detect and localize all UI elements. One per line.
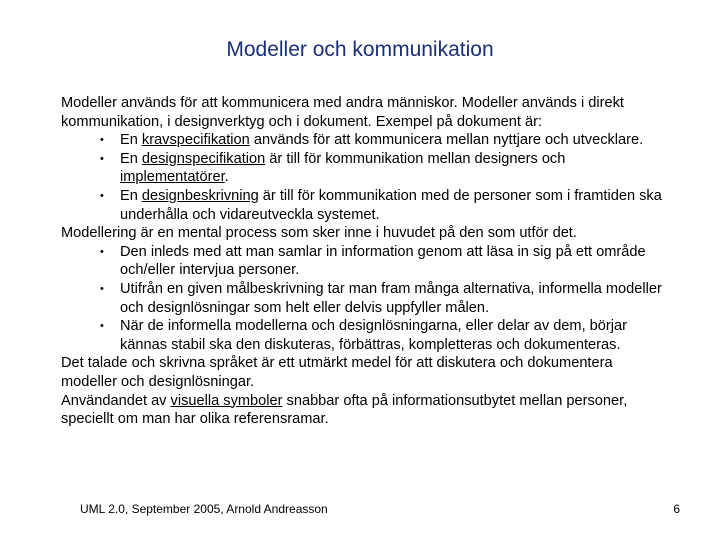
bullet-icon: •: [100, 245, 104, 258]
slide-title: Modeller och kommunikation: [226, 38, 494, 61]
slide-body: [61, 94, 671, 429]
modelling-paragraph: Modellering är en mental process som sker inne i huvudet på den som utför det.: [61, 225, 577, 242]
list-item-text: .: [224, 169, 229, 186]
list-item-text: är till för kommunikation mellan designers och: [265, 150, 566, 167]
slide-footer: UML 2.0, September 2005, Arnold Andreasson: [80, 502, 328, 516]
visuella-symboler-term: visuella symboler: [170, 392, 283, 409]
page-number: 6: [673, 502, 680, 516]
list-item-text: En: [120, 187, 142, 204]
list-item-text: När de informella modellerna och designlösningarna, eller delar av dem, börjar kännas stabil ska den diskuteras, förbättras, kompletteras och dokumenteras.: [120, 318, 627, 353]
list-item-text: En: [120, 150, 142, 167]
paragraph-text: Användandet av: [61, 392, 171, 409]
designspecifikation-term: designspecifikation: [141, 150, 266, 167]
designbeskrivning-term: designbeskrivning: [141, 187, 259, 204]
bullet-icon: •: [100, 282, 104, 295]
bullet-icon: •: [100, 320, 104, 333]
list-item: [61, 243, 671, 280]
list-item: [61, 187, 671, 224]
bullet-icon: •: [100, 134, 104, 147]
list-item-text: Utifrån en given målbeskrivning tar man fram många alternativa, informella modeller och designlösningar som helt eller delvis uppfyller målen.: [120, 280, 662, 316]
list-item: [61, 131, 671, 150]
bullet-icon: •: [100, 189, 104, 202]
document-examples-list: [61, 131, 671, 224]
bullet-icon: •: [100, 152, 104, 165]
implementatorer-term: implementatörer: [120, 169, 225, 186]
paragraph-text: snabbar ofta på informationsutbytet mellan personer, speciellt om man har olika referensramar.: [61, 392, 628, 428]
language-paragraph: Det talade och skrivna språket är ett utmärkt medel för att diskutera och dokumentera modeller och designlösningar.: [61, 355, 613, 390]
list-item: [61, 150, 671, 187]
visual-symbols-paragraph: [61, 392, 671, 429]
list-item-text: används för att kommunicera mellan nyttjare och utvecklare.: [249, 132, 644, 149]
list-item-text: Den inleds med att man samlar in information genom att läsa in sig på ett område och/eller intervjua personer.: [120, 243, 646, 279]
list-item: [61, 280, 671, 317]
list-item-text: En: [120, 132, 142, 149]
intro-paragraph: Modeller används för att kommunicera med andra människor. Modeller används i direkt kommunikation, i designverktyg och i dokument. Exempel på dokument är:: [61, 95, 624, 130]
kravspecifikation-term: kravspecifikation: [141, 132, 250, 149]
modelling-steps-list: [61, 243, 671, 355]
list-item: [61, 317, 671, 354]
list-item-text: är till för kommunikation med de personer som i framtiden ska underhålla och vidareutveckla systemet.: [120, 187, 662, 223]
